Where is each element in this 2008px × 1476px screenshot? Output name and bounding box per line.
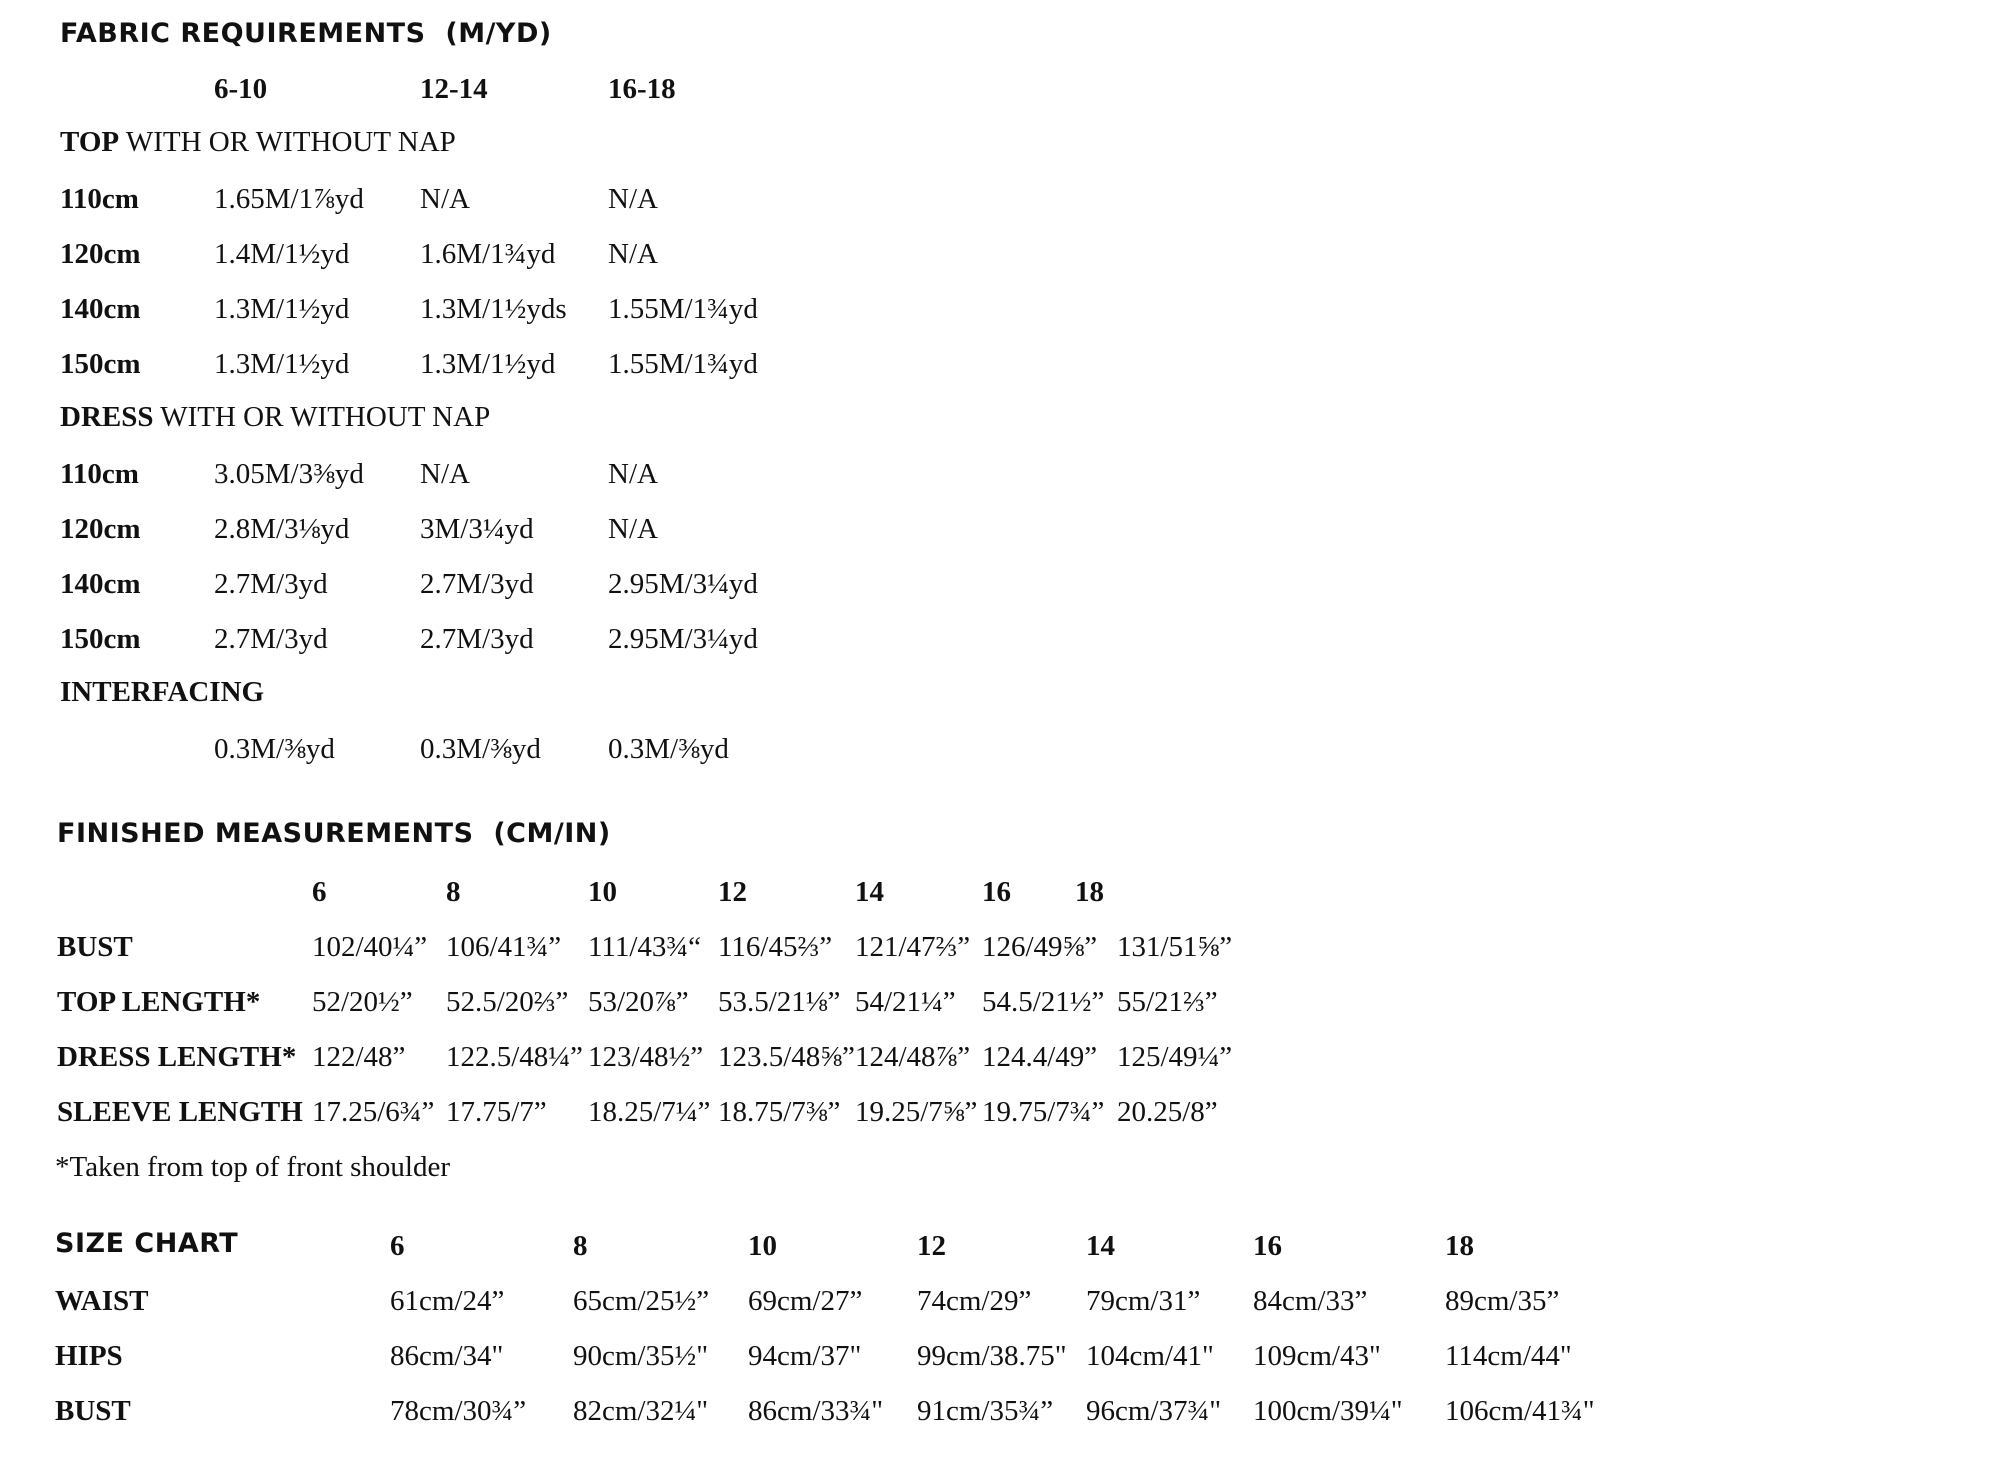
fabric-value: N/A <box>608 238 658 270</box>
size-header: 6 <box>390 1230 405 1262</box>
fabric-value: 1.55M/1¾yd <box>608 348 758 380</box>
size-header: 14 <box>1086 1230 1115 1262</box>
fabric-value: 1.3M/1½yd <box>214 348 350 380</box>
measurement-value: 111/43¾“ <box>588 931 702 963</box>
size-chart-value: 104cm/41" <box>1086 1340 1214 1372</box>
measurement-value: 122.5/48¼” <box>446 1041 583 1073</box>
size-chart-value: 100cm/39¼" <box>1253 1395 1403 1427</box>
size-header: 8 <box>446 876 461 908</box>
fabric-value: 1.3M/1½yd <box>420 348 556 380</box>
fabric-size-header: 6-10 <box>214 73 268 105</box>
size-chart-value: 114cm/44" <box>1445 1340 1572 1372</box>
fabric-width-label: 120cm <box>60 513 141 545</box>
fabric-width-label: 150cm <box>60 623 141 655</box>
fabric-size-header: 12-14 <box>420 73 488 105</box>
measurement-value: 18.75/7⅜” <box>718 1096 841 1128</box>
finished-measurements-unit: (CM/IN) <box>493 818 611 849</box>
measurement-value: 53/20⅞” <box>588 986 689 1018</box>
fabric-value: 2.95M/3¼yd <box>608 568 758 600</box>
size-chart-label: WAIST <box>55 1285 149 1317</box>
size-chart-value: 61cm/24” <box>390 1285 505 1317</box>
fabric-value: N/A <box>420 183 470 215</box>
measurement-value: 54.5/21½” <box>982 986 1105 1018</box>
size-header: 18 <box>1445 1230 1474 1262</box>
fabric-value: 3M/3¼yd <box>420 513 534 545</box>
size-chart-value: 91cm/35¾” <box>917 1395 1054 1427</box>
size-chart-value: 79cm/31” <box>1086 1285 1201 1317</box>
size-header: 6 <box>312 876 327 908</box>
size-chart-value: 86cm/33¾" <box>748 1395 884 1427</box>
size-header: 12 <box>718 876 747 908</box>
size-chart-value: 109cm/43" <box>1253 1340 1381 1372</box>
measurement-value: 19.75/7¾” <box>982 1096 1105 1128</box>
interfacing-value: 0.3M/⅜yd <box>214 733 335 765</box>
size-chart-value: 90cm/35½" <box>573 1340 709 1372</box>
fabric-width-label: 140cm <box>60 293 141 325</box>
size-header: 10 <box>748 1230 777 1262</box>
measurement-value: 123/48½” <box>588 1041 704 1073</box>
size-header: 16 <box>1253 1230 1282 1262</box>
fabric-value: 2.7M/3yd <box>420 568 534 600</box>
measurement-label: SLEEVE LENGTH <box>57 1096 303 1128</box>
interfacing-value: 0.3M/⅜yd <box>420 733 541 765</box>
measurement-value: 121/47⅔” <box>855 931 971 963</box>
fabric-width-label: 110cm <box>60 458 139 490</box>
fabric-width-label: 120cm <box>60 238 141 270</box>
fabric-value: 2.7M/3yd <box>214 568 328 600</box>
fabric-value: 2.7M/3yd <box>420 623 534 655</box>
measurement-value: 106/41¾” <box>446 931 562 963</box>
measurement-value: 53.5/21⅛” <box>718 986 841 1018</box>
measurement-value: 123.5/48⅝” <box>718 1041 855 1073</box>
dress-section-heading <box>60 403 490 432</box>
top-section-heading <box>60 128 456 157</box>
fabric-value: N/A <box>608 458 658 490</box>
size-chart-value: 69cm/27” <box>748 1285 863 1317</box>
size-chart-value: 82cm/32¼" <box>573 1395 709 1427</box>
fabric-value: 1.55M/1¾yd <box>608 293 758 325</box>
size-header: 18 <box>1075 876 1104 908</box>
fabric-width-label: 140cm <box>60 568 141 600</box>
size-chart-value: 106cm/41¾" <box>1445 1395 1595 1427</box>
fabric-size-header: 16-18 <box>608 73 676 105</box>
measurement-value: 20.25/8” <box>1117 1096 1218 1128</box>
fabric-value: 2.7M/3yd <box>214 623 328 655</box>
size-header: 12 <box>917 1230 946 1262</box>
finished-measurements-heading <box>57 820 611 847</box>
dress-section-label-rest: WITH OR WITHOUT NAP <box>153 401 491 433</box>
fabric-value: 1.6M/1¾yd <box>420 238 556 270</box>
measurement-value: 116/45⅔” <box>718 931 833 963</box>
fabric-value: N/A <box>608 513 658 545</box>
measurement-value: 18.25/7¼” <box>588 1096 711 1128</box>
measurement-value: 52.5/20⅔” <box>446 986 569 1018</box>
top-section-label-rest: WITH OR WITHOUT NAP <box>119 126 456 158</box>
fabric-value: 2.8M/3⅛yd <box>214 513 350 545</box>
top-section-label: TOP <box>60 126 120 158</box>
fabric-value: 2.95M/3¼yd <box>608 623 758 655</box>
size-chart-value: 96cm/37¾" <box>1086 1395 1222 1427</box>
size-chart-heading: SIZE CHART <box>55 1228 239 1259</box>
fabric-value: 1.3M/1½yds <box>420 293 567 325</box>
size-chart-value: 74cm/29” <box>917 1285 1032 1317</box>
fabric-requirements-unit: (M/YD) <box>445 18 552 49</box>
size-chart-value: 65cm/25½” <box>573 1285 710 1317</box>
fabric-value: 1.3M/1½yd <box>214 293 350 325</box>
footnote: *Taken from top of front shoulder <box>55 1151 451 1183</box>
measurement-value: 52/20½” <box>312 986 413 1018</box>
measurement-value: 17.75/7” <box>446 1096 547 1128</box>
size-header: 8 <box>573 1230 588 1262</box>
measurement-value: 19.25/7⅝” <box>855 1096 978 1128</box>
size-chart-label: BUST <box>55 1395 131 1427</box>
size-chart-value: 94cm/37" <box>748 1340 862 1372</box>
size-chart-value: 99cm/38.75" <box>917 1340 1067 1372</box>
measurement-label: TOP LENGTH* <box>57 986 261 1018</box>
measurement-value: 54/21¼” <box>855 986 956 1018</box>
fabric-requirements-heading <box>60 20 552 47</box>
measurement-value: 102/40¼” <box>312 931 428 963</box>
interfacing-heading: INTERFACING <box>60 676 265 708</box>
measurement-value: 122/48” <box>312 1041 406 1073</box>
measurement-label: BUST <box>57 931 133 963</box>
size-chart-value: 78cm/30¾” <box>390 1395 527 1427</box>
size-header: 10 <box>588 876 617 908</box>
fabric-width-label: 110cm <box>60 183 139 215</box>
fabric-value: N/A <box>608 183 658 215</box>
size-chart-value: 84cm/33” <box>1253 1285 1368 1317</box>
measurement-value: 126/49⅝” <box>982 931 1098 963</box>
measurement-value: 55/21⅔” <box>1117 986 1218 1018</box>
measurement-value: 125/49¼” <box>1117 1041 1233 1073</box>
fabric-value: 1.4M/1½yd <box>214 238 350 270</box>
size-chart-value: 89cm/35” <box>1445 1285 1560 1317</box>
dress-section-label: DRESS <box>60 401 154 433</box>
fabric-requirements-title: FABRIC REQUIREMENTS <box>60 18 426 49</box>
measurement-label: DRESS LENGTH* <box>57 1041 297 1073</box>
size-header: 14 <box>855 876 884 908</box>
size-chart-value: 86cm/34" <box>390 1340 504 1372</box>
interfacing-value: 0.3M/⅜yd <box>608 733 729 765</box>
finished-measurements-title: FINISHED MEASUREMENTS <box>57 818 474 849</box>
fabric-value: 1.65M/1⅞yd <box>214 183 364 215</box>
measurement-value: 131/51⅝” <box>1117 931 1233 963</box>
size-chart-label: HIPS <box>55 1340 123 1372</box>
measurement-value: 17.25/6¾” <box>312 1096 435 1128</box>
fabric-value: N/A <box>420 458 470 490</box>
size-header: 16 <box>982 876 1011 908</box>
measurement-value: 124/48⅞” <box>855 1041 971 1073</box>
fabric-width-label: 150cm <box>60 348 141 380</box>
measurement-value: 124.4/49” <box>982 1041 1098 1073</box>
fabric-value: 3.05M/3⅜yd <box>214 458 364 490</box>
